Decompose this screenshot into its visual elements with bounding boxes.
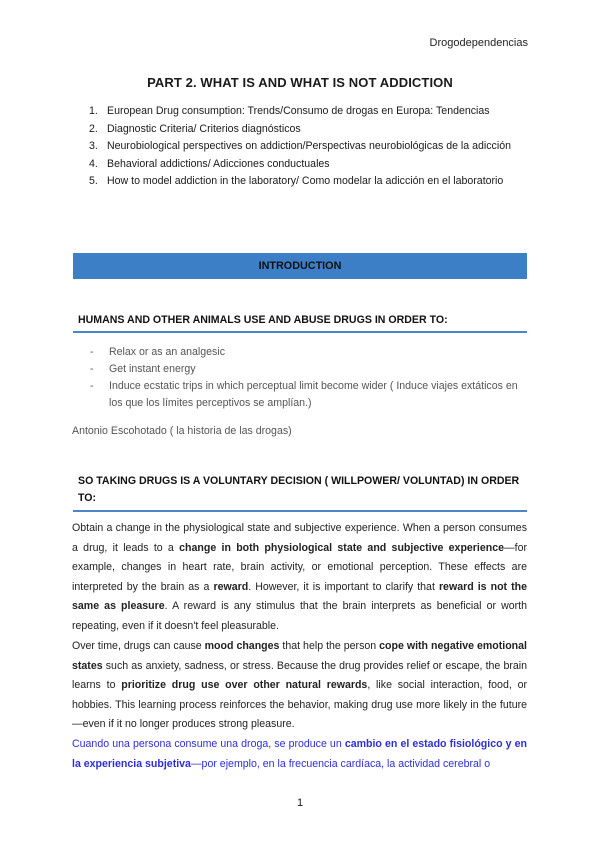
- emphasis-text: cope with negative emotional states: [72, 640, 527, 672]
- introduction-banner: INTRODUCTION: [73, 253, 527, 279]
- paragraph-text: —por ejemplo, en la frecuencia cardíaca, la actividad cerebral o: [190, 757, 491, 770]
- paragraph-text: such as anxiety, sadness, or stress. Because the drug provides relief or escape, the brain learns to: [72, 659, 527, 692]
- page-title: PART 2. WHAT IS AND WHAT IS NOT ADDICTION: [147, 75, 453, 90]
- paragraph-text: . However, it is important to clarify that: [248, 580, 439, 593]
- paragraph-text: . A reward is any stimulus that the brain interprets as beneficial or worth repeating, even if it doesn't feel pleasurable.: [72, 600, 528, 632]
- emphasis-text: reward is not the same as pleasure: [72, 580, 528, 613]
- body-paragraph: [72, 519, 527, 637]
- reasons-list: [72, 344, 527, 412]
- running-header: Drogodependencias: [429, 37, 528, 49]
- emphasis-text: mood changes: [204, 640, 280, 652]
- body-paragraph: [72, 637, 527, 735]
- emphasis-text: reward: [213, 580, 249, 593]
- heading-underline: [73, 510, 527, 512]
- paragraph-text: , like social interaction, food, or hobbies. This learning process reinforces the behavior, making drug use more likely in the future—even if it no longer produces strong pleasure.: [72, 679, 527, 731]
- emphasis-text: cambio en el estado fisiológico y en la experiencia subjetiva: [72, 738, 527, 770]
- section-heading: SO TAKING DRUGS IS A VOLUNTARY DECISION ( WILLPOWER/ VOLUNTAD) IN ORDER TO:: [78, 475, 520, 504]
- list-item: 2. Diagnostic Criteria/ Criterios diagnósticos: [89, 122, 301, 135]
- list-item: 3. Neurobiological perspectives on addiction/Perspectivas neurobiológicas de la adicción: [89, 140, 511, 152]
- list-item: - Get instant energy: [90, 363, 196, 375]
- list-item: 4. Behavioral addictions/ Adicciones conductuales: [89, 157, 330, 170]
- list-item: 5. How to model addiction in the laboratory/ Como modelar la adicción en el laboratorio: [89, 175, 504, 187]
- paragraph-text: Cuando una persona consume una droga, se produce un: [72, 738, 345, 750]
- paragraph-text: Over time, drugs can cause: [72, 640, 205, 652]
- paragraph-text: Obtain a change in the physiological state and subjective experience. When a person consumes a drug, it leads to a: [72, 522, 527, 554]
- paragraph-text: —for example, changes in heart rate, brain activity, or emotional perception. These effects are interpreted by the brain as a: [72, 541, 527, 593]
- list-item: 1. European Drug consumption: Trends/Consumo de drogas en Europa: Tendencias: [89, 105, 490, 117]
- emphasis-text: change in both physiological state and subjective experience: [179, 541, 505, 554]
- heading-underline: [73, 331, 527, 333]
- citation: Antonio Escohotado ( la historia de las drogas): [72, 425, 292, 437]
- paragraph-text: that help the person: [279, 640, 380, 652]
- spanish-paragraph: [72, 735, 527, 774]
- section-heading: HUMANS AND OTHER ANIMALS USE AND ABUSE DRUGS IN ORDER TO:: [78, 314, 448, 326]
- list-item: - Relax or as an analgesic: [90, 346, 226, 358]
- page-number: 1: [296, 797, 304, 809]
- list-item: - Induce ecstatic trips in which perceptual limit become wider ( Induce viajes extáticos en los que los límites perceptivos se amplían.): [90, 380, 518, 409]
- contents-list: [72, 103, 527, 191]
- emphasis-text: prioritize drug use over other natural rewards: [121, 679, 368, 692]
